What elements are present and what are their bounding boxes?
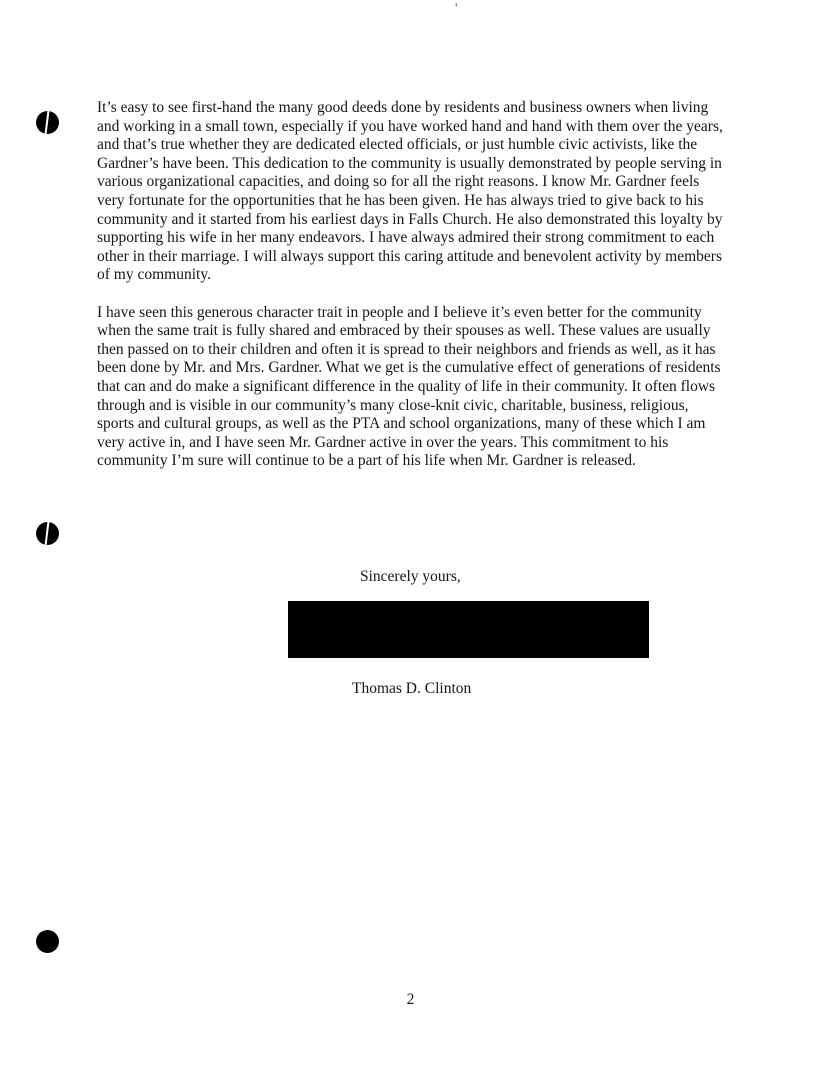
hole-punch-slit xyxy=(44,110,49,135)
scan-artifact-mark: ' xyxy=(455,0,458,15)
letter-body xyxy=(97,99,729,489)
redacted-signature-block xyxy=(288,601,649,658)
closing-salutation: Sincerely yours, xyxy=(360,568,461,585)
letter-paragraph-1: It’s easy to see first-hand the many good deeds done by residents and business owners when living and working in a small town, especially if you have worked hand and hand with them over the years, and that’s true whether they are dedicated elected officials, or just humble civic activists, like the Gardner’s have been. This dedication to the community is usually demonstrated by people serving in various organizational capacities, and doing so for all the right reasons. I know Mr. Gardner feels very fortunate for the opportunities that he has been given. He has always tried to give back to his community and it started from his earliest days in Falls Church. He also demonstrated this loyalty by supporting his wife in her many endeavors. I have always admired their strong commitment to each other in their marriage. I will always support this caring attitude and benevolent activity by members of my community. xyxy=(97,99,723,284)
page-number: 2 xyxy=(406,991,415,1008)
hole-punch-slit xyxy=(44,521,49,546)
letter-paragraph-2: I have seen this generous character trait in people and I believe it’s even better for the community when the same trait is fully shared and embraced by their spouses as well. These values are usually then passed on to their children and often it is spread to their neighbors and friends as well, as it has been done by Mr. and Mrs. Gardner. What we get is the cumulative effect of generations of residents that can and do make a significant difference in the quality of life in their community. It often flows through and is visible in our community’s many close-knit civic, charitable, business, religious, sports and cultural groups, as well as the PTA and school organizations, many of these which I am very active in, and I have seen Mr. Gardner active in over the years. This commitment to his community I’m sure will continue to be a part of his life when Mr. Gardner is released. xyxy=(97,303,721,470)
hole-punch-mark xyxy=(36,930,59,953)
hole-punch-mark xyxy=(36,111,59,134)
hole-punch-mark xyxy=(36,522,59,545)
signer-name: Thomas D. Clinton xyxy=(352,680,472,697)
